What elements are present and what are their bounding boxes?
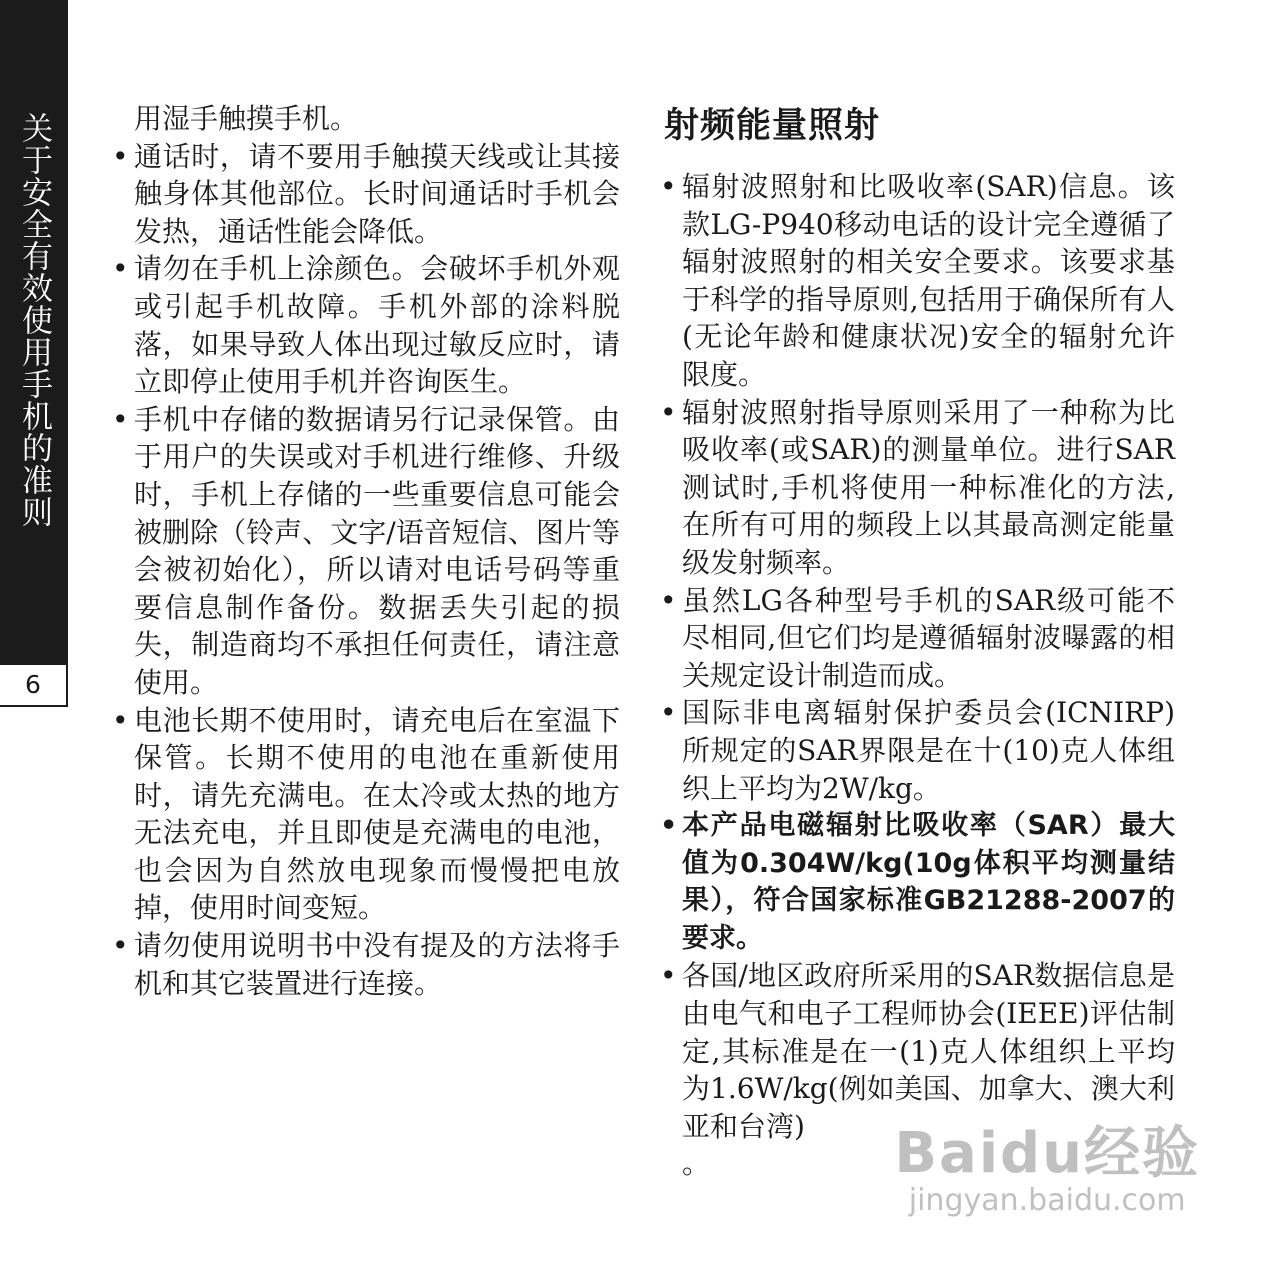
watermark-logo: Baidu经验 (894, 1121, 1200, 1186)
sar-statement-text: 本产品电磁辐射比吸收率（SAR）最大值为0.304W/kg(10g体积平均测量结果），符合国家标准GB21288-2007的要求。 (682, 810, 1175, 954)
bullet-icon: • (112, 703, 129, 737)
list-item (112, 702, 620, 928)
bullet-icon: • (112, 929, 129, 963)
continuation-text: 用湿手触摸手机。 (134, 102, 359, 135)
bullet-icon: • (660, 395, 677, 429)
right-column (660, 100, 1175, 1183)
list-item (112, 138, 620, 251)
bullet-icon: • (660, 170, 677, 203)
list-item-text: 辐射波照射和比吸收率(SAR)信息。该款LG-P940移动电话的设计完全遵循了辐射波照射的相关安全要求。该要求基于科学的指导原则,包括用于确保所有人(无论年龄和健康状况)安全的辐射允许限度。 (682, 170, 1175, 391)
list-item-text: 请勿在手机上涂颜色。会破坏手机外观或引起手机故障。手机外部的涂料脱落，如果导致人体出现过敏反应时，请立即停止使用手机并咨询医生。 (134, 252, 620, 399)
page-number-box (0, 665, 68, 707)
list-item-text: 辐射波照射指导原则采用了一种称为比吸收率(或SAR)的测量单位。进行SAR测试时,手机将使用一种标准化的方法,在所有可用的频段上以其最高测定能量级发射频率。 (682, 395, 1175, 579)
watermark (894, 1109, 1200, 1218)
sar-statement (660, 807, 1175, 957)
list-item-text: 虽然LG各种型号手机的SAR级可能不尽相同,但它们均是遵循辐射波曝露的相关规定设计制造而成。 (682, 583, 1175, 692)
chapter-title: 关于安全有效使用手机的准则 (16, 112, 52, 528)
list-item-text: 各国/地区政府所采用的SAR数据信息是由电气和电子工程师协会(IEEE)评估制定,其标准是在一(1)克人体组织上平均为1.6W/kg(例如美国、加拿大、澳大利亚和台湾) (682, 959, 1175, 1143)
list-item (112, 250, 620, 400)
bullet-icon: • (660, 696, 677, 730)
section-heading: 射频能量照射 (664, 106, 881, 146)
bullet-icon: • (660, 810, 678, 842)
page-number: 6 (25, 670, 41, 699)
side-tab (0, 0, 68, 665)
list-item (660, 694, 1175, 807)
bullet-icon: • (660, 583, 677, 617)
list-item-text: 手机中存储的数据请另行记录保管。由于用户的失误或对手机进行维修、升级时，手机上存储的一些重要信息可能会被删除（铃声、文字/语音短信、图片等会被初始化），所以请对电话号码等重要信息制作备份。数据丢失引起的损失，制造商均不承担任何责任，请注意使用。 (134, 402, 620, 699)
list-item (660, 582, 1175, 695)
bullet-icon: • (112, 252, 129, 286)
list-item-text: 国际非电离辐射保护委员会(ICNIRP)所规定的SAR界限是在十(10)克人体组织上平均为2W/kg。 (682, 696, 1175, 805)
list-item-text: 请勿使用说明书中没有提及的方法将手机和其它装置进行连接。 (134, 929, 620, 1000)
list-item (660, 394, 1175, 582)
bullet-icon: • (660, 959, 677, 993)
watermark-site: jingyan.baidu.com (908, 1183, 1186, 1218)
list-item (112, 927, 620, 1002)
list-item (112, 401, 620, 702)
bullet-icon: • (112, 402, 129, 436)
bullet-icon: • (112, 139, 129, 173)
list-item-text: 电池长期不使用时，请充电后在室温下保管。长期不使用的电池在重新使用时，请先充满电。在太冷或太热的地方无法充电，并且即使是充满电的电池，也会因为自然放电现象而慢慢把电放掉，使用时间变短。 (134, 703, 620, 925)
list-item (660, 168, 1175, 394)
list-item-text: 通话时，请不要用手触摸天线或让其接触身体其他部位。长时间通话时手机会发热，通话性能会降低。 (134, 139, 620, 248)
trailing-punctuation: 。 (682, 1147, 711, 1181)
left-column (112, 100, 620, 1002)
